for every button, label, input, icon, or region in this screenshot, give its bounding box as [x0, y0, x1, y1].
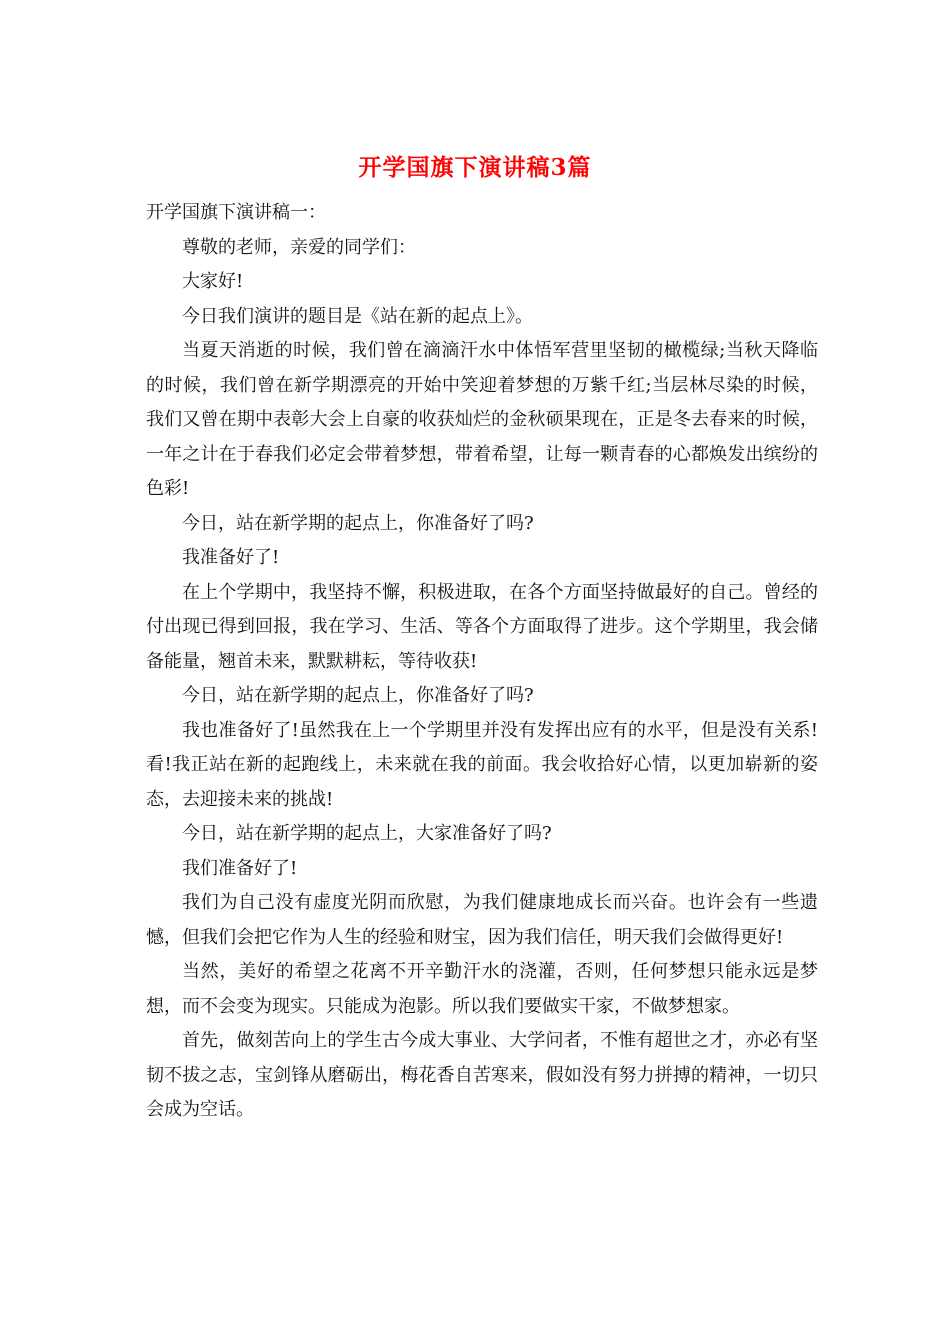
paragraph-question-3: 今日，站在新学期的起点上，大家准备好了吗?: [182, 823, 552, 844]
paragraph-question-2: 今日，站在新学期的起点上，你准备好了吗?: [182, 685, 534, 706]
paragraph-answer-3: 我们准备好了!: [182, 857, 298, 879]
paragraph-greeting: 尊敬的老师，亲爱的同学们：: [182, 236, 416, 258]
paragraph-last-term: 在上个学期中，我坚持不懈，积极进取，在各个方面坚持做最好的自己。曾经的付出现已得到回报，我在学习、生活、等各个方面取得了进步。这个学期里，我会储备能量，翘首未来，默默耕耘，等待收获!: [146, 581, 818, 672]
paragraph-hello: 大家好!: [182, 271, 244, 292]
paragraph-question-1: 今日，站在新学期的起点上，你准备好了吗?: [182, 512, 534, 534]
paragraph-reflection: 我们为自己没有虚度光阴而欣慰，为我们健康地成长而兴奋。也许会有一些遗憾，但我们会把它作为人生的经验和财宝，因为我们信任，明天我们会做得更好!: [146, 892, 818, 948]
document-body: [146, 196, 818, 1128]
paragraph-first: 首先，做刻苦向上的学生古今成大事业、大学问者，不惟有超世之才，亦必有坚韧不拔之志，宝剑锋从磨砺出，梅花香自苦寒来，假如没有努力拼搏的精神，一切只会成为空话。: [146, 1030, 818, 1120]
paragraph-answer-1: 我准备好了!: [182, 547, 280, 568]
paragraph-hope: 当然，美好的希望之花离不开辛勤汗水的浇灌，否则，任何梦想只能永远是梦想，而不会变为现实。只能成为泡影。所以我们要做实干家，不做梦想家。: [146, 961, 818, 1017]
section-heading: 开学国旗下演讲稿一：: [146, 202, 326, 223]
paragraph-seasons: 当夏天消逝的时候，我们曾在滴滴汗水中体悟军营里坚韧的橄榄绿;当秋天降临的时候，我们曾在新学期漂亮的开始中笑迎着梦想的万紫千红;当层林尽染的时候，我们又曾在期中表彰大会上自豪的收获灿烂的金秋硕果现在，正是冬去春来的时候，一年之计在于春我们必定会带着梦想，带着希望，让每一颗青春的心都焕发出缤纷的色彩!: [146, 340, 818, 499]
paragraph-topic: 今日我们演讲的题目是《站在新的起点上》。: [182, 305, 533, 327]
document-title: 开学国旗下演讲稿3篇: [358, 154, 592, 181]
paragraph-answer-2: 我也准备好了!虽然我在上一个学期里并没有发挥出应有的水平，但是没有关系!看!我正站在新的起跑线上，未来就在我的前面。我会收拾好心情，以更加崭新的姿态，去迎接未来的挑战!: [146, 719, 818, 810]
